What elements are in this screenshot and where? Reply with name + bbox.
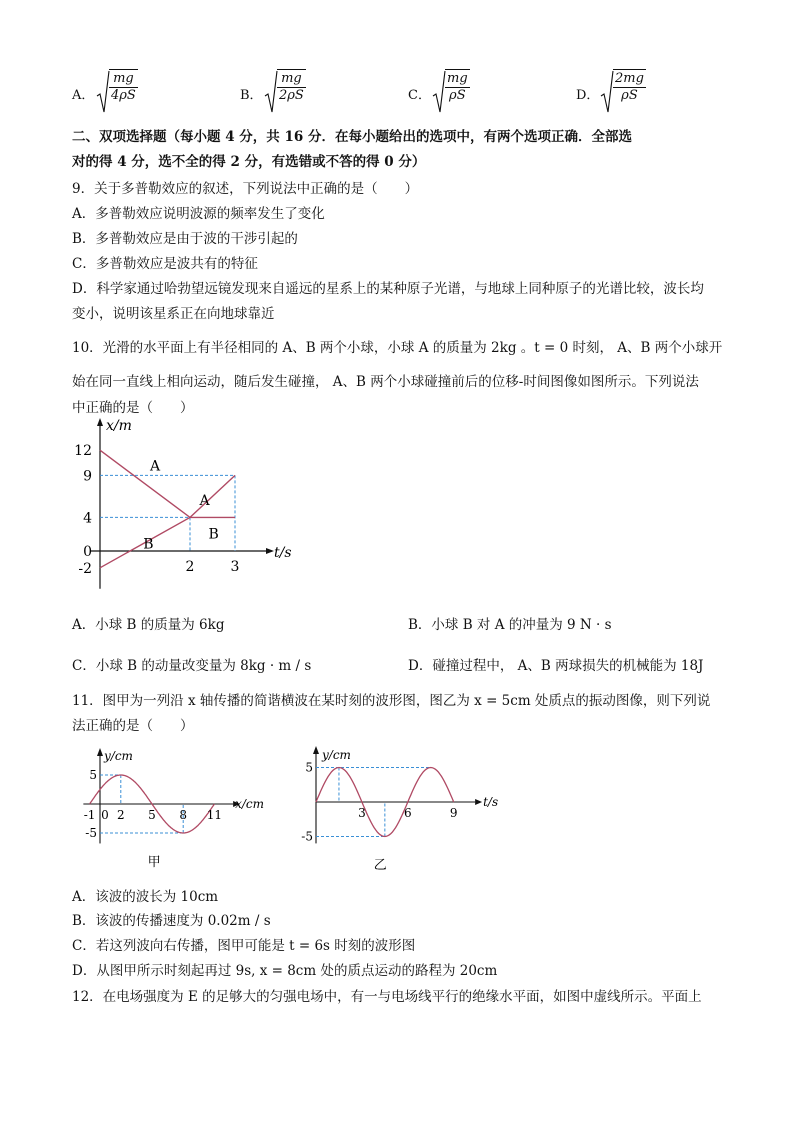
y-tick-label: 0: [83, 544, 92, 560]
x-tick-label: -1: [83, 808, 96, 822]
option-letter: C．: [408, 88, 431, 103]
y-axis-arrow: [97, 748, 103, 756]
q10-stem-line1: 10．光滑的水平面上有半径相同的 A、B 两个小球，小球 A 的质量为 2kg 。t = 0 时刻， A、B 两个小球开: [72, 340, 723, 356]
q10-option-a[interactable]: A．小球 B 的质量为 6kg: [72, 617, 225, 633]
frac-numerator: 2mg: [615, 71, 644, 86]
caption-yi: 乙: [373, 858, 387, 873]
series-label: B: [143, 536, 154, 553]
series-label: A: [199, 492, 210, 509]
x-tick-label: 2: [116, 808, 125, 822]
sqrt-sign: [432, 70, 446, 114]
x-tick-label: 2: [185, 559, 195, 575]
x-axis-label: x/cm: [235, 797, 265, 811]
sqrt-sign: [600, 70, 614, 114]
y-axis-label: x/m: [106, 418, 132, 434]
section2-heading-line2: 对的得 4 分，选不全的得 2 分，有选错或不答的得 0 分）: [72, 154, 426, 170]
y-tick-label: -5: [301, 829, 313, 844]
y-tick-label: -2: [78, 560, 92, 577]
option-letter: A．: [72, 88, 95, 103]
q11-option-b[interactable]: B．该波的传播速度为 0.02m / s: [72, 913, 271, 929]
q9-stem: 9．关于多普勒效应的叙述，下列说法中正确的是（ ）: [72, 181, 419, 197]
q11-option-a[interactable]: A．该波的波长为 10cm: [72, 889, 219, 905]
x-tick-label: 3: [230, 559, 240, 575]
caption-jia: 甲: [147, 855, 161, 870]
y-tick-label: -5: [85, 826, 97, 840]
q10-option-d[interactable]: D．碰撞过程中， A、B 两球损失的机械能为 18J: [408, 658, 704, 674]
x-tick-label: 11: [206, 808, 223, 822]
q8-options: [0, 68, 794, 118]
q11-option-d[interactable]: D．从图甲所示时刻起再过 9s, x = 8cm 处的质点运动的路程为 20cm: [72, 963, 498, 979]
series-label: A: [150, 458, 161, 475]
q10-stem-line3: 中正确的是（ ）: [72, 400, 194, 416]
q9-option-d-line2[interactable]: 变小，说明该星系正在向地球靠近: [72, 306, 275, 322]
q10-option-c[interactable]: C．小球 B 的动量改变量为 8kg · m / s: [72, 658, 312, 674]
frac-denominator: 4ρS: [111, 88, 136, 103]
frac-denominator: ρS: [449, 88, 466, 103]
x-tick-label: 9: [449, 806, 458, 820]
option-letter: D．: [576, 88, 600, 103]
q9-option-d-line1[interactable]: D．科学家通过哈勃望远镜发现来自遥远的星系上的某种原子光谱，与地球上同种原子的光谱比较，波长均: [72, 281, 704, 297]
y-tick-label: 12: [74, 443, 92, 460]
q11-stem-line1: 11．图甲为一列沿 x 轴传播的简谐横波在某时刻的波形图，图乙为 x = 5cm 处质点的振动图像，则下列说: [72, 693, 711, 709]
q12-stem-line1: 12．在电场强度为 E 的足够大的匀强电场中，有一与电场线平行的绝缘水平面，如图中虚线所示。平面上: [72, 989, 702, 1005]
y-tick-label: 5: [89, 768, 97, 782]
series-line-b: [100, 517, 235, 567]
q9-option-b[interactable]: B．多普勒效应是由于波的干涉引起的: [72, 231, 298, 247]
series-line-a: [100, 450, 235, 517]
y-axis-label: y/cm: [322, 748, 351, 762]
x-axis-label: t/s: [274, 545, 292, 561]
y-tick-label: 9: [83, 468, 92, 485]
x-axis-arrow: [266, 548, 274, 554]
frac-numerator: mg: [277, 71, 306, 88]
series-label: B: [208, 526, 219, 543]
q10-stem-line2: 始在同一直线上相向运动，随后发生碰撞， A、B 两个小球碰撞前后的位移-时间图像如图所示。下列说法: [72, 374, 699, 390]
q11-wave-graph-jia: [68, 740, 288, 880]
x-tick-label: 0: [101, 808, 109, 822]
x-tick-label: 8: [179, 808, 188, 822]
x-tick-label: 3: [358, 806, 366, 820]
q9-option-a[interactable]: A．多普勒效应说明波源的频率发生了变化: [72, 206, 325, 222]
q9-option-c[interactable]: C．多普勒效应是波共有的特征: [72, 256, 258, 272]
q11-option-c[interactable]: C．若这列波向右传播，图甲可能是 t = 6s 时刻的波形图: [72, 938, 416, 954]
frac-numerator: mg: [109, 71, 138, 88]
q10-option-b[interactable]: B．小球 B 对 A 的冲量为 9 N · s: [408, 617, 612, 633]
frac-denominator: 2ρS: [279, 88, 304, 103]
section2-heading-line1: 二、双项选择题（每小题 4 分，共 16 分．在每小题给出的选项中，有两个选项正确．全部选: [72, 129, 632, 145]
q11-stem-line2: 法正确的是（ ）: [72, 718, 194, 734]
y-tick-label: 4: [83, 510, 92, 527]
y-axis-arrow: [97, 418, 103, 426]
frac-numerator: mg: [447, 71, 468, 86]
sqrt-sign: [96, 70, 110, 114]
y-axis-label: y/cm: [104, 749, 133, 763]
option-letter: B．: [240, 88, 263, 103]
y-tick-label: 5: [305, 760, 313, 775]
x-axis-arrow: [475, 799, 482, 805]
q10-displacement-time-chart: [70, 416, 300, 596]
sqrt-sign: [264, 70, 278, 114]
x-tick-label: 6: [403, 806, 412, 820]
y-axis-arrow: [313, 746, 319, 754]
x-tick-label: 5: [148, 808, 156, 822]
frac-denominator: ρS: [621, 88, 638, 103]
x-axis-label: t/s: [483, 795, 499, 809]
q11-vibration-graph-yi: [296, 740, 506, 880]
